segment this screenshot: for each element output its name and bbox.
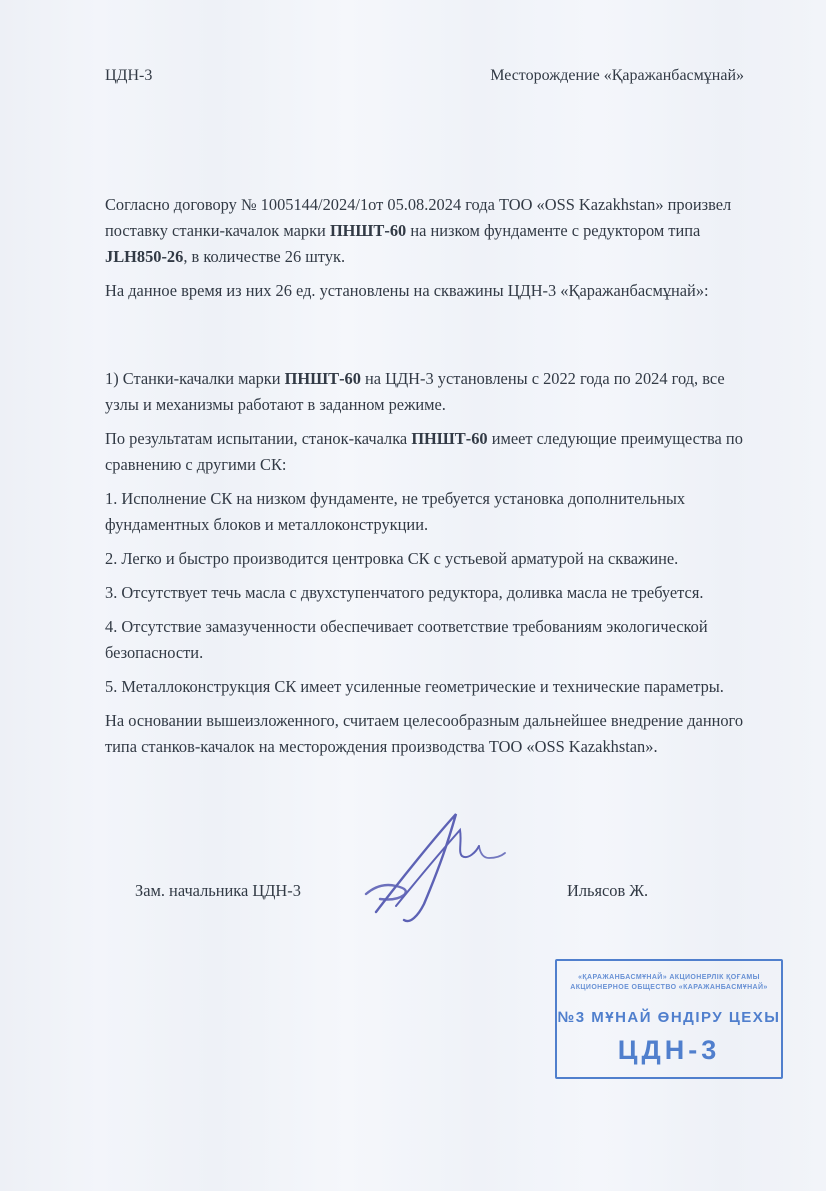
stamp-unit-code: ЦДН-3: [617, 1035, 721, 1065]
model-name-bold: ПНШТ-60: [329, 221, 407, 240]
paragraph-test-results: [105, 426, 744, 478]
paragraph-contract-text: , в количестве 26 штук.: [183, 247, 346, 266]
paragraph-contract-text: Согласно договору № 1005144/2024/1от 05.08.2024 года ТОО «OSS Kazakhstan» произвел поставку станки-качалок марки: [105, 195, 732, 240]
paragraph-operation-text: на ЦДН-3 установлены с 2022 года по 2024 год, все узлы и механизмы работают в заданном режиме.: [105, 369, 725, 414]
signer-position-label: Зам. начальника ЦДН-3: [135, 881, 301, 900]
advantage-item-1: 1. Исполнение СК на низком фундаменте, не требуется установка дополнительных фундаментных блоков и металлоконструкции.: [105, 489, 686, 534]
document-body: [105, 192, 744, 760]
paragraph-test-text: имеет следующие преимущества по сравнению с другими СК:: [105, 429, 743, 474]
paragraph-operation-status: [105, 366, 744, 418]
reducer-model-bold: JLH850-26: [105, 247, 184, 266]
stamp-company-name-ru: АКЦИОНЕРНОЕ ОБЩЕСТВО «КАРАЖАНБАСМҰНАЙ»: [570, 984, 768, 991]
paragraph-installed-count: На данное время из них 26 ед. установлены на скважины ЦДН-3 «Қаражанбасмұнай»:: [105, 281, 709, 300]
advantage-item-4: 4. Отсутствие замазученности обеспечивает соответствие требованиям экологической безопасности.: [105, 617, 708, 662]
paragraph-test-text: По результатам испытании, станок-качалка: [105, 429, 412, 448]
signer-name: Ильясов Ж.: [567, 881, 649, 900]
header-left-label: ЦДН-3: [105, 67, 153, 84]
stamp-shop-name: №3 МҰНАЙ ӨНДІРУ ЦЕХЫ: [557, 1009, 781, 1026]
paragraph-conclusion: На основании вышеизложенного, считаем целесообразным дальнейшее внедрение данного типа станков-качалок на месторождения производства ТОО «OSS Kazakhstan».: [105, 711, 744, 756]
header-right-label: Месторождение «Қаражанбасмұнай»: [490, 67, 744, 84]
model-name-bold: ПНШТ-60: [284, 369, 361, 388]
advantage-item-2: 2. Легко и быстро производится центровка СК с устьевой арматурой на скважине.: [105, 549, 679, 568]
model-name-bold: ПНШТ-60: [411, 429, 488, 448]
paragraph-contract: [105, 192, 744, 270]
paragraph-contract-text: на низком фундаменте с редуктором типа: [406, 221, 701, 240]
stamp-company-name-kz: «ҚАРАЖАНБАСМҰНАЙ» АКЦИОНЕРЛІК ҚОҒАМЫ: [578, 974, 760, 981]
handwritten-signature-icon: [352, 808, 522, 926]
document-header: [105, 66, 744, 86]
paragraph-operation-text: 1) Станки-качалки марки: [105, 369, 285, 388]
company-stamp: [555, 959, 783, 1079]
advantage-item-5: 5. Металлоконструкция СК имеет усиленные геометрические и технические параметры.: [105, 677, 724, 696]
advantage-item-3: 3. Отсутствует течь масла с двухступенчатого редуктора, доливка масла не требуется.: [105, 583, 704, 602]
